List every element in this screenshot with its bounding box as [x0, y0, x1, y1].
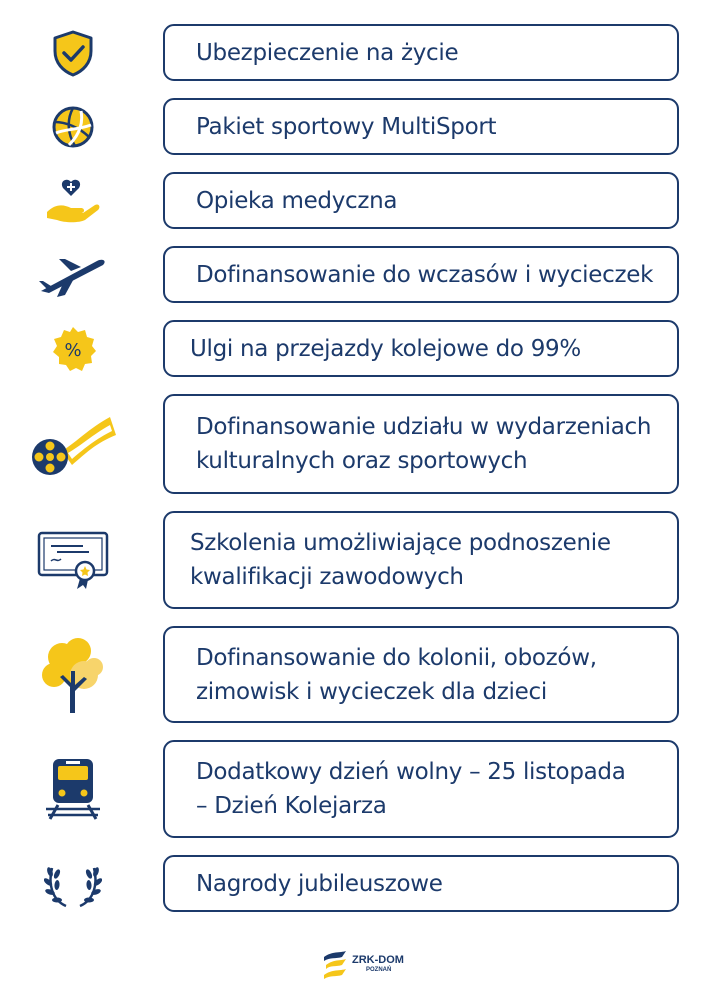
- volleyball-icon: [18, 98, 128, 155]
- percent-badge-icon: [18, 320, 128, 377]
- hand-heart-icon: [18, 172, 128, 229]
- tree-icon: [18, 626, 128, 723]
- benefit-row: [0, 511, 707, 609]
- logo-city: POZNAŃ: [366, 967, 392, 973]
- benefit-label: Nagrody jubileuszowe: [196, 870, 443, 897]
- benefit-box: [163, 320, 679, 377]
- train-icon: [18, 740, 128, 838]
- benefit-label: Pakiet sportowy MultiSport: [196, 113, 497, 140]
- laurel-wreath-icon: [18, 855, 128, 912]
- certificate-icon: [18, 511, 128, 609]
- benefit-box: [163, 394, 679, 494]
- benefit-box: [163, 246, 679, 303]
- benefit-label: Ulgi na przejazdy kolejowe do 99%: [190, 335, 581, 362]
- airplane-icon: [18, 246, 128, 303]
- benefit-label: Dofinansowanie do wczasów i wycieczek: [196, 261, 654, 288]
- benefit-box: [163, 855, 679, 912]
- benefit-label: Dofinansowanie do kolonii, obozów, zimowisk i wycieczek dla dzieci: [196, 644, 597, 705]
- company-logo: [322, 946, 432, 982]
- benefit-row: [0, 24, 707, 81]
- logo-mark-icon: [322, 949, 348, 979]
- benefit-row: [0, 394, 707, 494]
- benefit-box: [163, 24, 679, 81]
- benefit-row: [0, 320, 707, 377]
- benefit-box: [163, 740, 679, 838]
- benefit-label: Opieka medyczna: [196, 187, 398, 214]
- benefit-label: Ubezpieczenie na życie: [196, 39, 459, 66]
- benefit-box: [163, 172, 679, 229]
- benefit-box: [163, 511, 679, 609]
- benefit-row: [0, 626, 707, 723]
- benefit-row: [0, 172, 707, 229]
- benefit-label: Dofinansowanie udziału w wydarzeniach kulturalnych oraz sportowych: [196, 414, 652, 474]
- benefit-label: Dodatkowy dzień wolny – 25 listopada – Dzień Kolejarza: [196, 759, 626, 819]
- logo-name: ZRK-DOM: [352, 954, 404, 966]
- film-reel-icon: [18, 394, 128, 494]
- benefit-row: [0, 740, 707, 838]
- benefit-box: [163, 98, 679, 155]
- benefit-row: [0, 246, 707, 303]
- benefit-row: [0, 855, 707, 912]
- shield-check-icon: [18, 24, 128, 81]
- benefit-row: [0, 98, 707, 155]
- benefit-label: Szkolenia umożliwiające podnoszenie kwalifikacji zawodowych: [190, 530, 611, 590]
- svg-text:%: %: [64, 339, 82, 361]
- benefit-box: [163, 626, 679, 723]
